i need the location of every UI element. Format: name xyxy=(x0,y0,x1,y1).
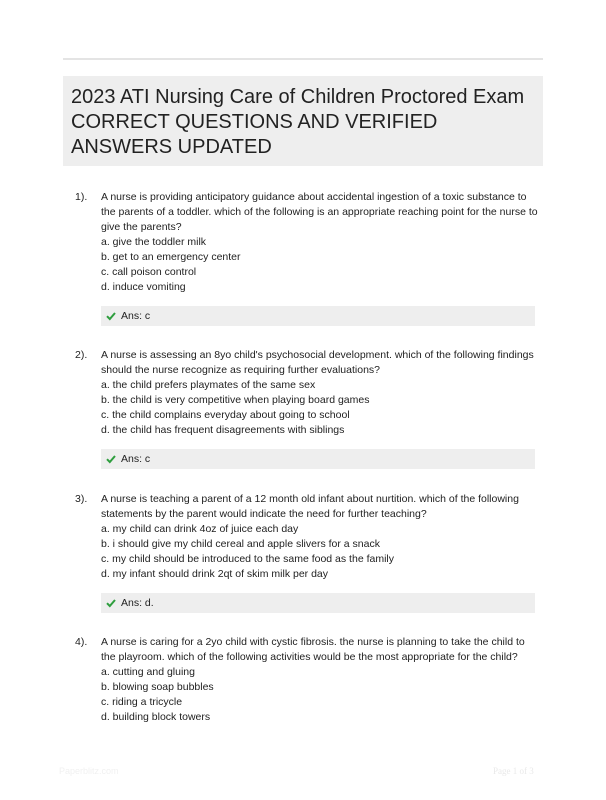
question-number: 3). xyxy=(75,493,88,505)
option-c: c. riding a tricycle xyxy=(101,696,183,708)
check-icon xyxy=(106,598,116,608)
question-body xyxy=(101,190,541,295)
top-divider xyxy=(63,58,543,60)
option-c: c. my child should be introduced to the same food as the family xyxy=(101,553,394,565)
question-body xyxy=(101,492,541,582)
option-a: a. my child can drink 4oz of juice each day xyxy=(101,523,299,535)
document-title: 2023 ATI Nursing Care of Children Proctored Exam CORRECT QUESTIONS AND VERIFIED ANSWERS UPDATED xyxy=(71,86,525,158)
question-number: 4). xyxy=(75,636,88,648)
page-number: Page 1 of 3 xyxy=(493,766,534,776)
question-text: A nurse is teaching a parent of a 12 month old infant about nurtition. which of the following statements by the parent would indicate the need for further teaching? xyxy=(101,493,519,520)
answer-bar xyxy=(101,449,535,469)
option-d: d. induce vomiting xyxy=(101,281,186,293)
question-text: A nurse is caring for a 2yo child with cystic fibrosis. the nurse is planning to take the child to the playroom. which of the following activities would be the most appropriate for the child? xyxy=(101,636,525,663)
option-c: c. call poison control xyxy=(101,266,197,278)
answer-text: Ans: c xyxy=(121,453,151,465)
question-number: 2). xyxy=(75,349,88,361)
question-body xyxy=(101,348,541,438)
option-b: b. blowing soap bubbles xyxy=(101,681,214,693)
option-d: d. the child has frequent disagreements with siblings xyxy=(101,424,345,436)
option-c: c. the child complains everyday about going to school xyxy=(101,409,350,421)
answer-text: Ans: d. xyxy=(121,597,154,609)
option-d: d. building block towers xyxy=(101,711,211,723)
option-a: a. the child prefers playmates of the same sex xyxy=(101,379,316,391)
check-icon xyxy=(106,454,116,464)
question-text: A nurse is assessing an 8yo child's psychosocial development. which of the following findings should the nurse recognize as requiring further evaluations? xyxy=(101,349,534,376)
option-a: a. cutting and gluing xyxy=(101,666,195,678)
watermark: Paperblitz.com xyxy=(59,766,119,776)
option-d: d. my infant should drink 2qt of skim milk per day xyxy=(101,568,329,580)
check-icon xyxy=(106,311,116,321)
option-a: a. give the toddler milk xyxy=(101,236,207,248)
option-b: b. i should give my child cereal and apple slivers for a snack xyxy=(101,538,380,550)
question-text: A nurse is providing anticipatory guidance about accidental ingestion of a toxic substance to the parents of a toddler. which of the following is an appropriate reaching point for the nurse to give the parents? xyxy=(101,191,538,233)
answer-text: Ans: c xyxy=(121,310,151,322)
option-b: b. the child is very competitive when playing board games xyxy=(101,394,370,406)
question-body xyxy=(101,635,541,725)
answer-bar xyxy=(101,306,535,326)
question-number: 1). xyxy=(75,191,88,203)
answer-bar xyxy=(101,593,535,613)
option-b: b. get to an emergency center xyxy=(101,251,241,263)
title-box xyxy=(63,76,543,166)
